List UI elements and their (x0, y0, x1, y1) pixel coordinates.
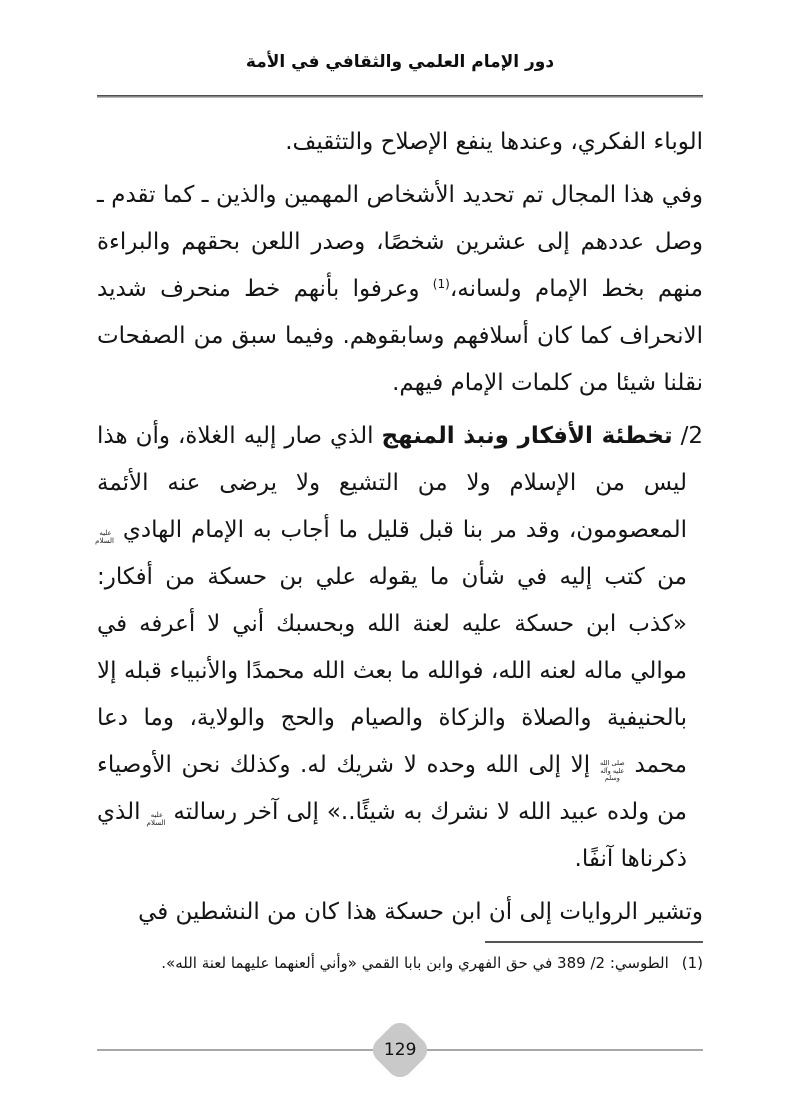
paragraph-narrations (97, 889, 703, 936)
body-text (97, 119, 703, 936)
text-segment: وفي هذا المجال تم تحديد الأشخاص المهمين والذين ـ كما تقدم ـ وصل عددهم إلى عشرين شخصًا، وصدر اللعن بحقهم والبراءة منهم بخط الإمام ولسانه، (97, 182, 703, 302)
text-segment: وتشير الروايات إلى أن ابن حسكة هذا كان من النشطين في (138, 899, 703, 925)
text-segment: الذي ذكرناها آنفًا. (97, 799, 687, 872)
footnote-separator (485, 941, 703, 943)
footnote (85, 950, 703, 976)
honorific-mark: عليه السلام (146, 810, 166, 827)
text-segment: الذي صار إليه الغلاة، وأن هذا ليس من الإسلام ولا من التشيع ولا يرضى عنه الأئمة المعصومون، وقد مر بنا قبل قليل ما أجاب به الإمام الهادي (97, 423, 687, 543)
honorific-mark: صلى الله عليه وآله وسلم (600, 759, 625, 782)
page-title: دور الإمام العلمي والثقافي في الأمة (245, 52, 555, 72)
footnote-text: الطوسي: 2/ 389 في حق الفهري وابن بابا القمي «وأني ألعنهما عليهما لعنة الله». (161, 954, 669, 972)
honorific-mark: عليه السلام (95, 528, 114, 545)
text-segment: إلا إلى الله وحده لا شريك له. وكذلك نحن الأوصياء من ولده عبيد الله لا نشرك به شيئًا..» إلى آخر رسالته (97, 752, 687, 825)
text-segment: الوباء الفكري، وعندها ينفع الإصلاح والتثقيف. (285, 129, 703, 155)
text-segment: تخطئة الأفكار ونبذ المنهج (381, 423, 673, 449)
footnote-marker: (1) (681, 954, 703, 972)
text-segment: من كتب إليه في شأن ما يقوله علي بن حسكة من أفكار: «كذب ابن حسكة عليه لعنة الله وبحسبك أني لا أعرفه في موالي ماله لعنه الله، فوالله ما بعث الله محمدًا والأنبياء قبله إلا بالحنيفية والصلاة والزكاة والصيام والحج والولاية، وما دعا محمد (97, 564, 687, 778)
page-number: 129 (383, 1040, 417, 1061)
list-marker: 2/ (672, 423, 704, 449)
page-number-badge (367, 1017, 432, 1082)
paragraph-identification (97, 172, 703, 407)
paragraph-numbered-point (97, 413, 703, 883)
header-rule (97, 95, 703, 98)
text-segment: وعرفوا بأنهم خط منحرف شديد الانحراف كما كان أسلافهم وسابقوهم. وفيما سبق من الصفحات نقلنا شيئا من كلمات الإمام فيهم. (97, 276, 703, 396)
paragraph-continuation (97, 119, 703, 166)
footnote-ref: (1) (432, 277, 450, 291)
